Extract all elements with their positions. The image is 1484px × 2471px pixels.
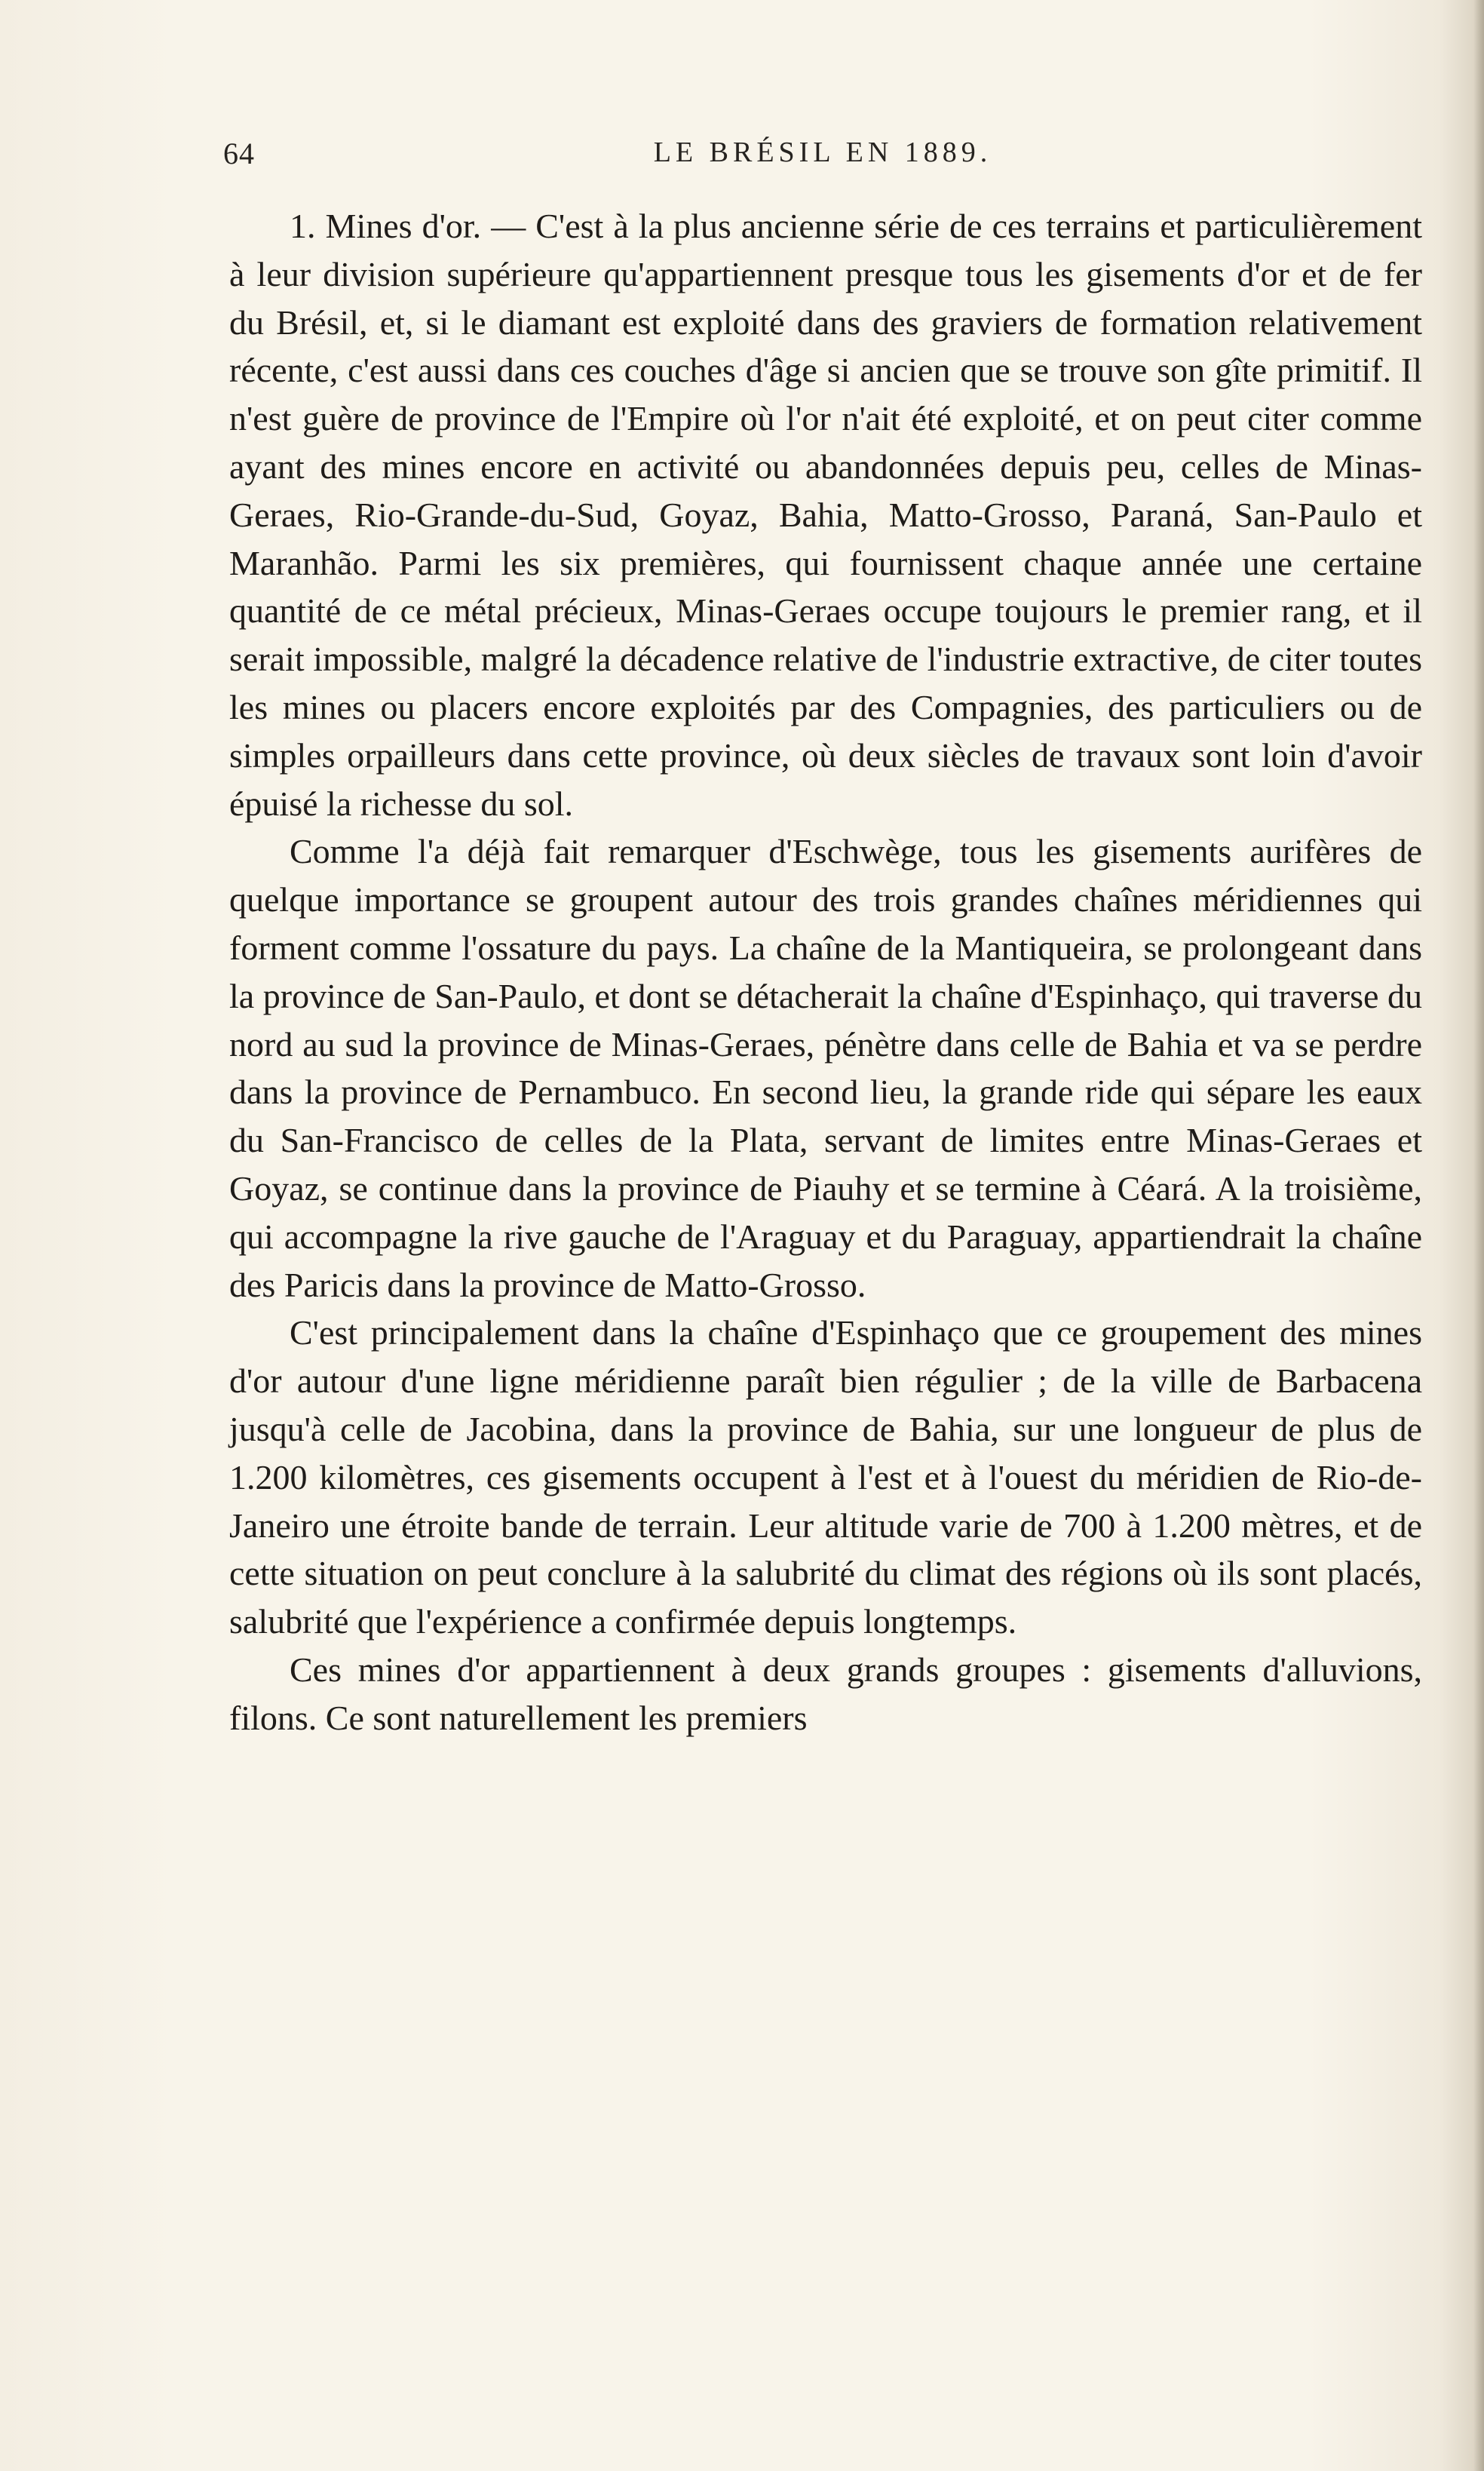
running-title: LE BRÉSIL EN 1889. [653,137,992,168]
paragraph-text: C'est principalement dans la chaîne d'Espinhaço que ce groupement des mines d'or autour d'une ligne méridienne paraît bien régulier ; de la ville de Barbacena jusqu'à celle de Jacobina, dans la province de Bahia, sur une longueur de plus de 1.200 kilomètres, ces gisements occupent à l'est et à l'ouest du méridien de Rio-de-Janeiro une étroite bande de terrain. Leur altitude varie de 700 à 1.200 mètres, et de cette situation on peut conclure à la salubrité du climat des régions où ils sont placés, salubrité que l'expérience a confirmée depuis longtemps. [229,1313,1422,1641]
section-label: 1. Mines d'or. [290,207,482,245]
paragraph-mines-dor [229,202,1422,827]
paragraph-deux-groupes [229,1646,1422,1742]
page-edge-shadow [1473,0,1484,2471]
paragraph-text: Comme l'a déjà fait remarquer d'Eschwège, tous les gisements aurifères de quelque importance se groupent autour des trois grandes chaînes méridiennes qui forment comme l'ossature du pays. La chaîne de la Mantiqueira, se prolongeant dans la province de San-Paulo, et dont se détacherait la chaîne d'Espinhaço, qui traverse du nord au sud la province de Minas-Geraes, pénètre dans celle de Bahia et va se perdre dans la province de Pernambuco. En second lieu, la grande ride qui sépare les eaux du San-Francisco de celles de la Plata, servant de limites entre Minas-Geraes et Goyaz, se continue dans la province de Piauhy et se termine à Céará. A la troisième, qui accompagne la rive gauche de l'Araguay et du Paraguay, appartiendrait la chaîne des Paricis dans la province de Matto-Grosso. [229,832,1422,1304]
paragraph-espinhaco [229,1309,1422,1646]
page-header [223,136,1422,181]
paragraph-text: Ces mines d'or appartiennent à deux grands groupes : gisements d'alluvions, filons. Ce sont naturellement les premiers [229,1650,1422,1737]
paragraph-text: — C'est à la plus ancienne série de ces terrains et particulièrement à leur division supérieure qu'appartiennent presque tous les gisements d'or et de fer du Brésil, et, si le diamant est exploité dans des graviers de formation relativement récente, c'est aussi dans ces couches d'âge si ancien que se trouve son gîte primitif. Il n'est guère de province de l'Empire où l'or n'ait été exploité, et on peut citer comme ayant des mines encore en activité ou abandonnées depuis peu, celles de Minas-Geraes, Rio-Grande-du-Sud, Goyaz, Bahia, Matto-Grosso, Paraná, San-Paulo et Maranhão. Parmi les six premières, qui fournissent chaque année une certaine quantité de ce métal précieux, Minas-Geraes occupe toujours le premier rang, et il serait impossible, malgré la décadence relative de l'industrie extractive, de citer toutes les mines ou placers encore exploités par des Compagnies, des particuliers ou de simples orpailleurs dans cette province, où deux siècles de travaux sont loin d'avoir épuisé la richesse du sol. [229,207,1422,823]
body-text [229,202,1422,1742]
page-number: 64 [223,137,255,170]
paragraph-eschwege [229,827,1422,1309]
